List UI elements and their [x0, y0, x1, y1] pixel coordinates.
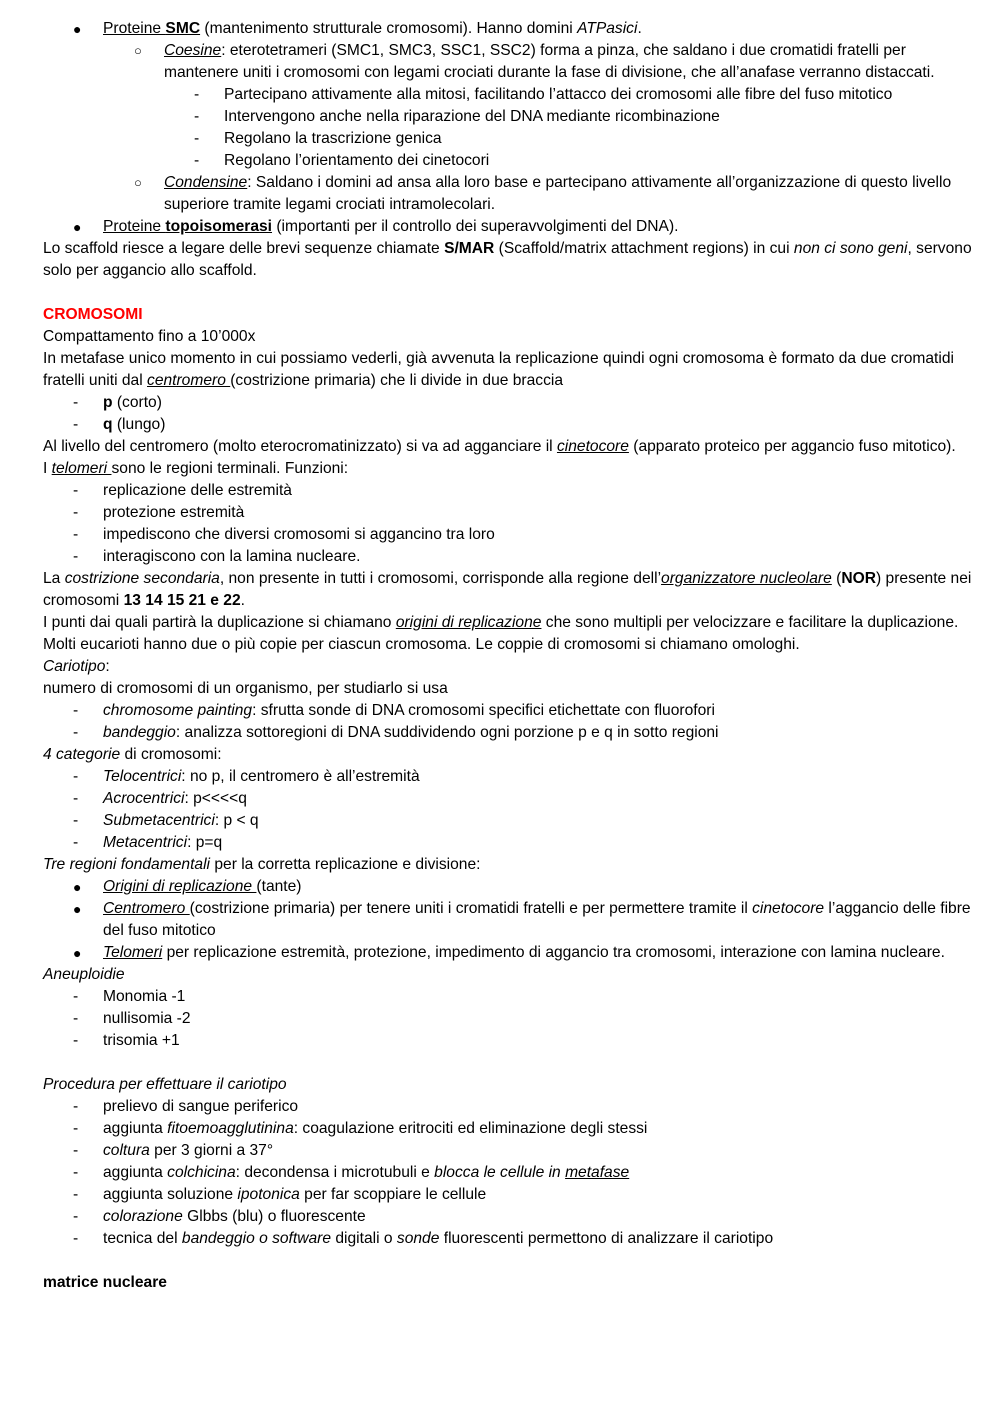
dash-marker: -: [73, 702, 79, 719]
dash-marker: -: [73, 768, 79, 785]
paragraph: Molti eucarioti hanno due o più copie per ciascun cromosoma. Le coppie di cromosomi si chiamano omologhi.: [43, 636, 800, 653]
list-item: ○ Condensine: Saldano i domini ad ansa alla loro base e partecipano attivamente all’organizzazione di questo livello superiore tramite legami crociati intramolecolari.: [134, 174, 952, 213]
list-item: - aggiunta fitoemoagglutinina: coagulazione eritrociti ed eliminazione degli stessi: [103, 1118, 983, 1140]
dash-marker: -: [73, 1208, 79, 1225]
list-item: - Intervengono anche nella riparazione del DNA mediante ricombinazione: [224, 106, 983, 128]
paragraph: Procedura per effettuare il cariotipo: [43, 1076, 287, 1093]
list-item: - impediscono che diversi cromosomi si aggancino tra loro: [103, 524, 983, 546]
bullet-icon: ●: [73, 219, 82, 235]
list-item: - nullisomia -2: [103, 1008, 983, 1030]
paragraph: Compattamento fino a 10’000x: [43, 328, 256, 345]
paragraph: numero di cromosomi di un organismo, per studiarlo si usa: [43, 680, 448, 697]
bullet-icon: ●: [73, 901, 82, 917]
section-heading: CROMOSOMI: [43, 306, 143, 323]
list-item: - tecnica del bandeggio o software digitali o sonde fluorescenti permettono di analizzare il cariotipo: [103, 1228, 983, 1250]
dash-marker: -: [73, 526, 79, 543]
list-item: - Telocentrici: no p, il centromero è all’estremità: [103, 766, 983, 788]
dash-marker: -: [73, 1186, 79, 1203]
dash-marker: -: [73, 790, 79, 807]
circle-bullet-icon: ○: [134, 43, 142, 58]
dash-marker: -: [73, 394, 79, 411]
paragraph: Tre regioni fondamentali per la corretta replicazione e divisione:: [43, 856, 481, 873]
dash-marker: -: [194, 108, 200, 125]
paragraph: I telomeri sono le regioni terminali. Funzioni:: [43, 460, 349, 477]
list-item: - aggiunta colchicina: decondensa i microtubuli e blocca le cellule in metafase: [103, 1162, 983, 1184]
dash-marker: -: [73, 1120, 79, 1137]
list-item: - p (corto): [103, 392, 983, 414]
paragraph: La costrizione secondaria, non presente in tutti i cromosomi, corrisponde alla regione dell’organizzatore nucleolare (NOR) presente nei cromosomi 13 14 15 21 e 22.: [43, 570, 972, 609]
bullet-icon: ●: [73, 945, 82, 961]
list-item: - Acrocentrici: p<<<<q: [103, 788, 983, 810]
list-item: - interagiscono con la lamina nucleare.: [103, 546, 983, 568]
paragraph: Al livello del centromero (molto eterocromatinizzato) si va ad agganciare il cinetocore (apparato proteico per aggancio fuso mitotico).: [43, 438, 956, 455]
dash-marker: -: [73, 416, 79, 433]
list-item: - Metacentrici: p=q: [103, 832, 983, 854]
list-item: ● Telomeri per replicazione estremità, protezione, impedimento di aggancio tra cromosomi, interazione con lamina nucleare.: [103, 942, 983, 964]
paragraph: In metafase unico momento in cui possiamo vederli, già avvenuta la replicazione quindi ogni cromosoma è formato da due cromatidi fratelli uniti dal centromero (costrizione primaria) che li divide in due braccia: [43, 350, 954, 389]
dash-marker: -: [73, 1098, 79, 1115]
dash-marker: -: [73, 812, 79, 829]
dash-marker: -: [73, 834, 79, 851]
dash-marker: -: [194, 130, 200, 147]
bullet-icon: ●: [73, 879, 82, 895]
list-item: - Regolano la trascrizione genica: [224, 128, 983, 150]
document-page: [43, 18, 983, 1294]
paragraph: Aneuploidie: [43, 966, 125, 983]
dash-marker: -: [73, 1142, 79, 1159]
dash-marker: -: [73, 1010, 79, 1027]
list-item: - Submetacentrici: p < q: [103, 810, 983, 832]
list-item: - aggiunta soluzione ipotonica per far scoppiare le cellule: [103, 1184, 983, 1206]
section-heading: matrice nucleare: [43, 1274, 167, 1291]
list-item: - q (lungo): [103, 414, 983, 436]
dash-marker: -: [73, 482, 79, 499]
list-item: - colorazione Glbbs (blu) o fluorescente: [103, 1206, 983, 1228]
paragraph: I punti dai quali partirà la duplicazione si chiamano origini di replicazione che sono multipli per velocizzare e facilitare la duplicazione.: [43, 614, 959, 631]
paragraph: Lo scaffold riesce a legare delle brevi sequenze chiamate S/MAR (Scaffold/matrix attachment regions) in cui non ci sono geni, servono solo per aggancio allo scaffold.: [43, 240, 972, 279]
dash-marker: -: [73, 724, 79, 741]
list-item: - Regolano l’orientamento dei cinetocori: [224, 150, 983, 172]
list-item: ● Proteine SMC (mantenimento strutturale cromosomi). Hanno domini ATPasici.: [103, 18, 983, 40]
dash-marker: -: [73, 1032, 79, 1049]
list-item: - chromosome painting: sfrutta sonde di DNA cromosomi specifici etichettate con fluorofori: [103, 700, 983, 722]
list-item: - protezione estremità: [103, 502, 983, 524]
dash-marker: -: [73, 504, 79, 521]
list-item: - coltura per 3 giorni a 37°: [103, 1140, 983, 1162]
list-item: - replicazione delle estremità: [103, 480, 983, 502]
paragraph: Cariotipo:: [43, 658, 110, 675]
dash-marker: -: [73, 1230, 79, 1247]
list-item: ● Origini di replicazione (tante): [103, 876, 983, 898]
dash-marker: -: [194, 152, 200, 169]
dash-marker: -: [73, 1164, 79, 1181]
dash-marker: -: [73, 988, 79, 1005]
list-item: - trisomia +1: [103, 1030, 983, 1052]
dash-marker: -: [194, 86, 200, 103]
list-item: - prelievo di sangue periferico: [103, 1096, 983, 1118]
list-item: ● Proteine topoisomerasi (importanti per il controllo dei superavvolgimenti del DNA).: [103, 216, 983, 238]
list-item: - Partecipano attivamente alla mitosi, facilitando l’attacco dei cromosomi alle fibre del fuso mitotico: [224, 84, 983, 106]
paragraph: 4 categorie di cromosomi:: [43, 746, 222, 763]
list-item: ● Centromero (costrizione primaria) per tenere uniti i cromatidi fratelli e per permettere tramite il cinetocore l’aggancio delle fibre del fuso mitotico: [73, 900, 971, 939]
list-item: - bandeggio: analizza sottoregioni di DNA suddividendo ogni porzione p e q in sotto regioni: [103, 722, 983, 744]
bullet-icon: ●: [73, 21, 82, 37]
list-item: - Monomia -1: [103, 986, 983, 1008]
circle-bullet-icon: ○: [134, 175, 142, 190]
list-item: ○ Coesine: eterotetrameri (SMC1, SMC3, SSC1, SSC2) forma a pinza, che saldano i due cromatidi fratelli per mantenere uniti i cromosomi con legami crociati durante la fase di divisione, che all’anafase verranno distaccati.: [134, 42, 935, 81]
dash-marker: -: [73, 548, 79, 565]
